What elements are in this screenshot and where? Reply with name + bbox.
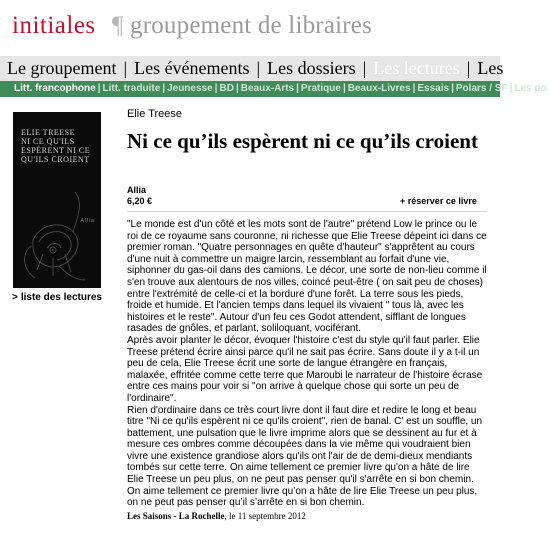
subnav-item-jeunesse[interactable]: Jeunesse: [167, 83, 213, 94]
nav-item-les-dossiers[interactable]: Les dossiers: [267, 58, 356, 78]
reserve-book-label: réserver ce livre: [407, 196, 477, 206]
review-paragraph: Après avoir planter le décor, évoquer l'histoire c'est du style qu'il faut parler. Elie Treese prétend écrire ainsi parce qu'il ne sait pas écrire. Sans doute il y a t-il un peu de cela, Elie Treese écrit une sorte de langue étrangère en français, malaxée, effritée comme cette terre que Maroubi le narrateur de l'histoire écrase entre ces mains pour voir si "on arrive à quelque chose qui sorte un peu de l'ordinaire".: [127, 334, 483, 404]
review-paragraph: Rien d'ordinaire dans ce très court livre dont il faut dire et redire le long et beau titre "Ni ce qu'ils espèrent ni ce qu'ils croient", rien de banal. C' est un souffle, un battement, une pulsation que le livre imprime alors que se dessinent au fur et à mesure ces ombres comme découpées dans la vie même qui voudraient bien vivre une existence grandiose alors qu'ils ont l'air de de demi-dieux mendiants tombés sur cette terre. On aime tellement ce premier livre qu'on a hâte de lire Elie Treese un peu plus, on ne peut pas penser qu'il s'arrête en si bon chemin.: [127, 404, 483, 486]
back-to-list-label: liste des lectures: [20, 292, 102, 303]
book-publisher: Allia: [127, 185, 147, 195]
logo-initiales[interactable]: initiales: [12, 12, 96, 39]
review-paragraph: On aime tellement ce premier livre qu’on a hâte de lire Elie Treese un peu plus, on ne peut pas penser qu’il s’arrête en si bon chemin.: [127, 485, 478, 509]
sub-nav: [0, 81, 547, 97]
subnav-separator: |: [214, 83, 218, 94]
nav-separator: |: [362, 58, 367, 78]
book-author[interactable]: Elie Treese: [127, 108, 183, 120]
cover-title: NI CE QU'ILS ESPÈRENT NI CE QU'ILS CROIENT: [21, 137, 91, 164]
subnav-separator: |: [509, 83, 513, 94]
divider: [127, 211, 487, 212]
main-nav: [0, 56, 504, 81]
logo-tagline: groupement de libraires: [130, 12, 373, 39]
book-title: Ni ce qu’ils espèrent ni ce qu’ils croient: [127, 129, 478, 153]
cover-illustration: [13, 162, 101, 288]
site-header: [0, 0, 500, 44]
subnav-item-litt-francophone[interactable]: Litt. francophone: [0, 81, 98, 97]
nav-separator: |: [466, 58, 471, 78]
subnav-separator: |: [235, 83, 239, 94]
book-cover-image: [13, 112, 101, 288]
back-to-list-link[interactable]: [12, 292, 102, 303]
nav-item-les-more[interactable]: Les: [477, 58, 504, 78]
logo-mark: ¶: [112, 12, 124, 39]
subnav-item-beaux-arts[interactable]: Beaux-Arts: [240, 83, 295, 94]
subnav-item-beaux-livres[interactable]: Beaux-Livres: [347, 83, 411, 94]
subnav-separator: |: [97, 83, 101, 94]
nav-item-le-groupement[interactable]: Le groupement: [7, 58, 117, 78]
chevron-right-icon: >: [12, 292, 18, 303]
review-paragraph: "Le monde est d'un côté et les mots sont de l'autre" prétend Low le prince ou le roi de ce royaume sans couronne, ni richesse que Elie Treese dépeint ici dans ce premier roman. "Quatre personnages en quête d'hauteur" s'apprêtent au cours d'une nuit à commettre un maigre larcin, ressemblant au forfait d'une vie, siphonner du gas-oil dans des camions. Le décor, une sorte de non-lieu comme il s'en trouve aux alentours de nos villes, coincé peut-être ( on sait peu de choses) entre l'extrémité de celle-ci et la bordure d'une forêt. La terre sous les pieds, froide et humide. Et l'ancien temps dans lequel ils vivaient " tous là, avec les histoires et le reste". Autour d'un feu ces Godot attendent, sifflant de longues rasades de gnôles, et parlant, soliloquant, vociférant.: [127, 219, 487, 335]
nav-separator: |: [123, 58, 128, 78]
subnav-item-essais[interactable]: Essais: [417, 83, 450, 94]
subnav-item-pratique[interactable]: Pratique: [300, 83, 341, 94]
subnav-item-bd[interactable]: BD: [219, 83, 234, 94]
subnav-separator: |: [162, 83, 166, 94]
nav-separator: |: [256, 58, 261, 78]
plus-icon: +: [400, 196, 406, 206]
book-price: 6,20 €: [127, 196, 153, 206]
cover-author: ELIE TREESE: [21, 128, 76, 137]
nav-item-les-evenements[interactable]: Les événements: [134, 58, 250, 78]
nav-item-les-lectures[interactable]: Les lectures: [373, 58, 460, 78]
subnav-separator: |: [296, 83, 299, 94]
cover-text: [21, 128, 95, 164]
subnav-item-polars-sf[interactable]: Polars / SF: [455, 83, 508, 94]
cover-publisher: Allia: [80, 218, 95, 224]
reserve-book-link[interactable]: [400, 196, 477, 206]
subnav-item-more[interactable]: Les po: [514, 83, 547, 94]
subnav-separator: |: [342, 83, 346, 94]
review-text: [127, 219, 489, 509]
subnav-separator: |: [451, 83, 454, 94]
review-source: [127, 511, 487, 521]
review-date: , le 11 septembre 2012: [224, 511, 306, 521]
bookshop-link[interactable]: Les Saisons - La Rochelle: [127, 511, 225, 521]
subnav-separator: |: [412, 83, 416, 94]
subnav-item-litt-traduite[interactable]: Litt. traduite: [102, 83, 161, 94]
